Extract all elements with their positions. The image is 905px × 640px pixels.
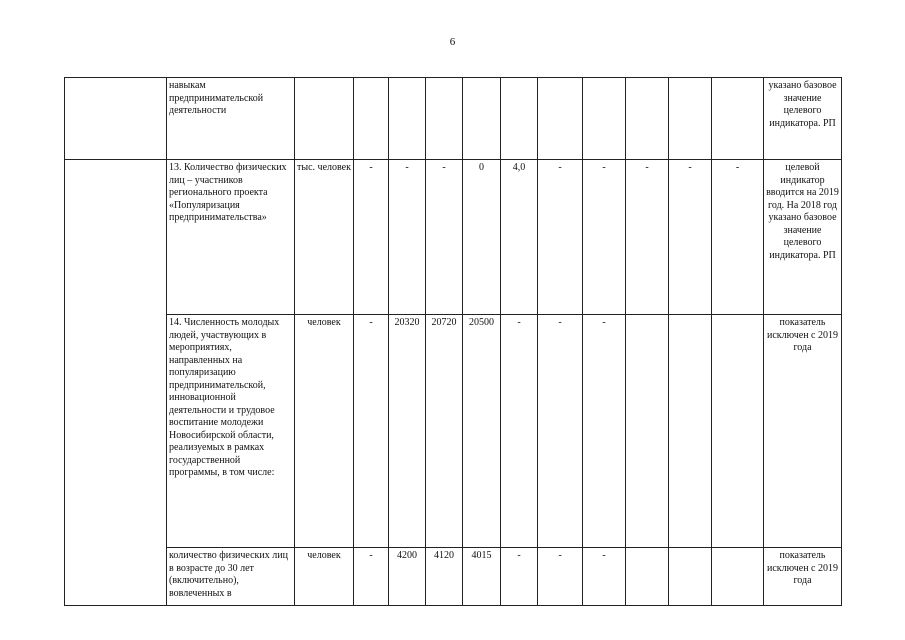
value-cell <box>712 78 764 160</box>
table-row <box>65 315 842 548</box>
value-cell: - <box>426 160 463 315</box>
value-cell: - <box>583 315 626 548</box>
value-cell <box>712 548 764 606</box>
value-cell: - <box>501 315 538 548</box>
value-cell <box>626 548 669 606</box>
unit-cell <box>295 78 354 160</box>
value-cell: 0 <box>463 160 501 315</box>
value-cell <box>712 315 764 548</box>
value-cell <box>583 78 626 160</box>
unit-cell: человек <box>295 548 354 606</box>
value-cell: 4015 <box>463 548 501 606</box>
value-cell <box>501 78 538 160</box>
indicator-name: навыкам предпринимательской деятельности <box>167 78 295 160</box>
value-cell: - <box>389 160 426 315</box>
value-cell: - <box>583 160 626 315</box>
value-cell <box>389 78 426 160</box>
value-cell: 20500 <box>463 315 501 548</box>
program-cell <box>65 78 167 160</box>
value-cell: - <box>354 315 389 548</box>
value-cell <box>669 78 712 160</box>
value-cell <box>538 78 583 160</box>
unit-cell: тыс. человек <box>295 160 354 315</box>
value-cell <box>626 315 669 548</box>
value-cell: - <box>669 160 712 315</box>
value-cell <box>354 78 389 160</box>
program-cell <box>65 160 167 315</box>
note-cell: указано базовое значение целевого индикатора. РП <box>764 78 842 160</box>
value-cell: - <box>538 548 583 606</box>
table-row <box>65 160 842 315</box>
note-cell: целевой индикатор вводится на 2019 год. На 2018 год указано базовое значение целевого индикатора. РП <box>764 160 842 315</box>
value-cell: - <box>538 160 583 315</box>
value-cell: 4200 <box>389 548 426 606</box>
value-cell: - <box>712 160 764 315</box>
value-cell: 20320 <box>389 315 426 548</box>
value-cell <box>626 78 669 160</box>
value-cell: - <box>354 160 389 315</box>
unit-cell: человек <box>295 315 354 548</box>
value-cell: - <box>354 548 389 606</box>
indicator-name: количество физических лиц в возрасте до 30 лет (включительно), вовлеченных в <box>167 548 295 606</box>
value-cell: 4,0 <box>501 160 538 315</box>
value-cell: 20720 <box>426 315 463 548</box>
value-cell: - <box>583 548 626 606</box>
program-cell <box>65 315 167 548</box>
value-cell: - <box>626 160 669 315</box>
value-cell: 4120 <box>426 548 463 606</box>
indicator-name: 13. Количество физических лиц – участников регионального проекта «Популяризация предпринимательства» <box>167 160 295 315</box>
program-cell <box>65 548 167 606</box>
value-cell <box>669 315 712 548</box>
indicator-name: 14. Численность молодых людей, участвующих в мероприятиях, направленных на популяризацию предпринимательской, инновационной деятельности и трудовое воспитание молодежи Новосибирской области, реализуемых в рамках государственной программы, в том числе: <box>167 315 295 548</box>
value-cell <box>463 78 501 160</box>
value-cell: - <box>501 548 538 606</box>
value-cell <box>426 78 463 160</box>
table-row <box>65 548 842 606</box>
note-cell: показатель исключен с 2019 года <box>764 315 842 548</box>
value-cell: - <box>538 315 583 548</box>
indicators-table <box>64 77 842 606</box>
note-cell: показатель исключен с 2019 года <box>764 548 842 606</box>
page-number: 6 <box>449 36 456 48</box>
value-cell <box>669 548 712 606</box>
table-row <box>65 78 842 160</box>
